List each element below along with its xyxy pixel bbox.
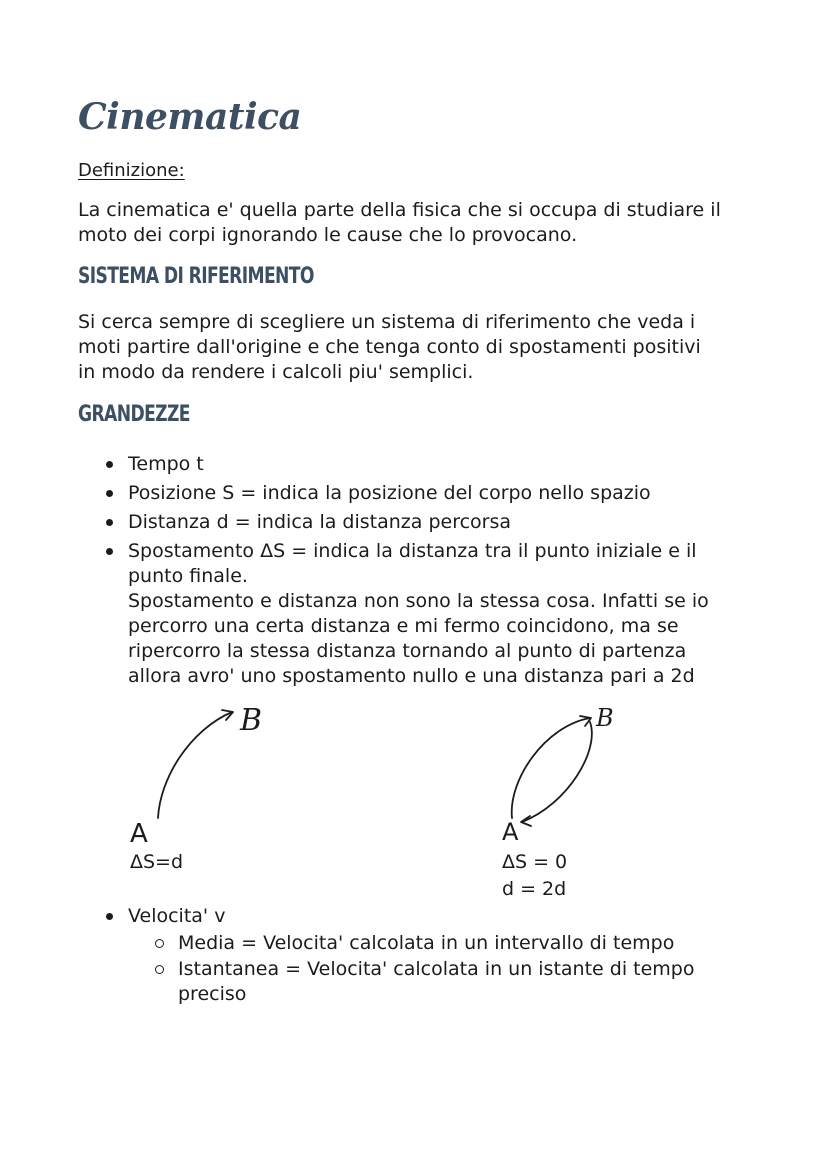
- bullet-icon: [106, 461, 113, 468]
- definition-line: La cinematica e' quella parte della fisica che si occupa di studiare il: [78, 199, 721, 221]
- right-point-b: B: [596, 704, 614, 732]
- sistema-line: moti partire dall'origine e che tenga conto di spostamenti positivi: [78, 336, 701, 358]
- list-item-tempo: [98, 452, 748, 477]
- list-item-spostamento: [98, 539, 748, 689]
- spostamento-note: Spostamento e distanza non sono la stessa cosa. Infatti se io: [128, 590, 709, 612]
- left-point-a: A: [130, 819, 148, 849]
- list-item-text: punto finale.: [128, 565, 248, 587]
- bullet-icon: [106, 490, 113, 497]
- sub-item-istantanea: [128, 957, 748, 1007]
- list-item-text: Posizione S = indica la posizione del corpo nello spazio: [128, 482, 651, 504]
- right-equation-displacement: ΔS = 0: [502, 851, 568, 873]
- list-item-posizione: [98, 481, 748, 506]
- spostamento-note: ripercorro la stessa distanza tornando al punto di partenza: [128, 640, 687, 662]
- left-point-b: B: [240, 703, 263, 738]
- section-heading-grandezze: GRANDEZZE: [78, 402, 190, 427]
- sistema-line: in modo da rendere i calcoli piu' semplici.: [78, 361, 474, 383]
- sub-item-text: Istantanea = Velocita' calcolata in un istante di tempo: [178, 958, 695, 980]
- circle-bullet-icon: [155, 939, 164, 948]
- right-loop-return: [522, 722, 592, 822]
- definition-line: moto dei corpi ignorando le cause che lo provocano.: [78, 224, 578, 246]
- left-arc-path: [158, 712, 232, 818]
- right-loop-outbound: [512, 718, 590, 818]
- spostamento-note: percorro una certa distanza e mi fermo coincidono, ma se: [128, 615, 679, 637]
- right-arrowhead-b-icon: [580, 716, 591, 726]
- definition-heading: Definizione:: [78, 160, 185, 181]
- list-item-distanza: [98, 510, 748, 535]
- left-equation: ΔS=d: [130, 851, 184, 873]
- velocita-sub-list: [128, 931, 748, 1007]
- section-heading-sistema: SISTEMA DI RIFERIMENTO: [78, 264, 314, 289]
- list-item-text: Distanza d = indica la distanza percorsa: [128, 511, 512, 533]
- page-title: Cinematica: [78, 96, 302, 138]
- list-item-text: Tempo t: [128, 453, 204, 475]
- right-equation-distance: d = 2d: [502, 878, 567, 900]
- sistema-text: [78, 310, 758, 385]
- bullet-icon: [106, 548, 113, 555]
- sub-item-text: Media = Velocita' calcolata in un intervallo di tempo: [178, 932, 675, 954]
- definition-text: [78, 198, 758, 248]
- spostamento-note: allora avro' uno spostamento nullo e una distanza pari a 2d: [128, 665, 695, 687]
- circle-bullet-icon: [155, 965, 164, 974]
- sub-item-media: [128, 931, 748, 956]
- grandezze-list: [98, 452, 748, 693]
- sub-item-text: preciso: [178, 983, 247, 1005]
- displacement-diagram: [0, 690, 828, 910]
- velocita-list: [98, 904, 748, 1008]
- bullet-icon: [106, 913, 113, 920]
- right-point-a: A: [502, 818, 519, 846]
- sistema-line: Si cerca sempre di scegliere un sistema di riferimento che veda i: [78, 311, 696, 333]
- list-item-text: Velocita' v: [128, 905, 226, 927]
- list-item-velocita: [98, 904, 748, 1007]
- bullet-icon: [106, 519, 113, 526]
- list-item-text: Spostamento ΔS = indica la distanza tra il punto iniziale e il: [128, 540, 697, 562]
